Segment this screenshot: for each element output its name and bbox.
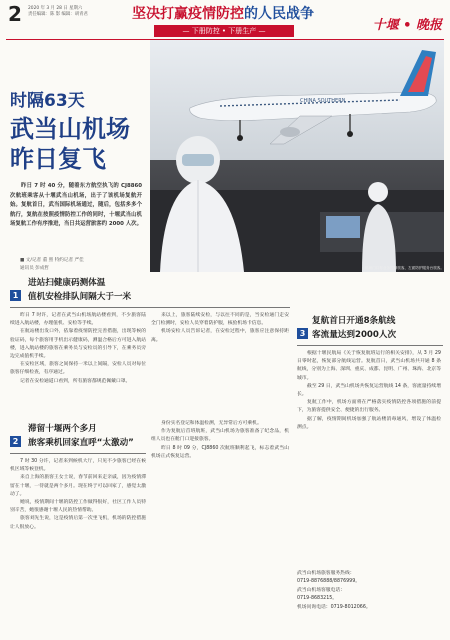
- section-3-title-line-1: 复航首日开通8条航线: [312, 316, 396, 326]
- contact-line-3: 武当山机场客服电话：: [297, 587, 345, 593]
- section-1-title-line-2: 值机安检排队间隔大于一米: [28, 292, 132, 302]
- section-3-para-4: 据了解，疫情期间机场加强了航站楼消毒通风，增设了体温检测点。: [297, 416, 441, 430]
- section-2-title-line-2: 旅客乘机回家直呼“太激动”: [28, 438, 134, 448]
- banner-part-3: 的人民战争: [244, 6, 314, 22]
- byline: ■ 文/记者 董 照 特约记者 严佳 通讯员 彭成哲: [20, 258, 84, 271]
- section-1-column-right: [151, 312, 289, 414]
- photo-caption: 机场门口有业务控制旅客，左面防护服务台旅客。: [364, 266, 444, 270]
- contact-line-4: 0719-8683215。: [297, 596, 338, 602]
- section-3-column: [297, 350, 441, 566]
- contact-line-5: 机场问询电话：0719-8012066。: [297, 604, 371, 610]
- section-3-para-1: 根据十堰民航局《关于恢复航班运行的相关安排》，从 3 月 29 日零时起，恢复部分航线运营。复航首日，武当山机场共开通 8 条航线，分别为上海、深圳、重庆、成都、昆明、广州、珠海、北京等城市。: [297, 351, 441, 381]
- section-1-title-line-1: 进站扫健康码测体温: [28, 278, 106, 288]
- section-2-title: [28, 422, 168, 450]
- section-3-para-2: 截至 29 日，武当山机场共恢复运营航线 14 条，客流量持续增长。: [297, 383, 441, 398]
- plane-livery-text: CHINA SOUTHERN: [300, 98, 346, 104]
- section-2-column-right: [151, 420, 289, 630]
- masthead: [0, 0, 450, 40]
- lead-paragraph: 昨日 7 时 40 分，随着东方航空执飞的 CJ8860 次航班乘客从十堰武当山机场，出于了该机场复航开始。复航首日，武当国际机场通过，随后，包括多多个航行，复航在按照疫情防控工作的同时，十堰武当山机场复航工作有序推进，当日共运营旅客约 2000 人次。: [10, 183, 142, 227]
- section-3-number: 3: [297, 328, 308, 339]
- section-1-para-3: 在安检区域，旅客之间保持一米以上间隔，安检人员对每位旅客仔细检查，有序通过。: [10, 362, 146, 376]
- section-2-para-4: 旅客刘先生说，这是疫情后第一次坐飞机，机场的防控措施让人很放心。: [10, 516, 146, 530]
- airport-photo: [150, 40, 444, 272]
- paper-name-logo: 十堰 • 晚报: [372, 18, 442, 33]
- section-2-title-line-1: 滞留十堰两个多月: [28, 424, 97, 434]
- section-1-column-left: [10, 312, 146, 414]
- section-1-para-5: 来以上，旅客陆续安检，与以往不同的是，当安检通门走安全门检测时，安检人员穿着防护服，核验机场卡信息。: [151, 313, 289, 327]
- contact-line-2: 0719-8876888/8876999。: [297, 579, 361, 585]
- section-1-para-2: 在航站楼出发口外，依靠着疫情防控完善措施，出现等候的验证码，每个旅客用手机出示健康码，测温合格后方可进入航站楼，进入航站楼的旅客在乘务员与安检员的引导下，在乘务员旁边完成值机手续。: [10, 329, 146, 360]
- banner-part-1: 坚决打赢: [132, 6, 188, 22]
- contact-info: [297, 570, 441, 612]
- section-3-para-3: 复航工作中，机场方面将在严格落实疫情防控各项措施的前提下，为旅客提供安全、便捷的出行服务。: [297, 400, 441, 414]
- banner-part-2: 疫情防控: [188, 6, 244, 22]
- airport-photo-illustration: [150, 40, 444, 272]
- section-2-para-6: 作为复航后首班航班，武当山机场为旅客准备了纪念品，机组人员也在舱门口迎接旅客。: [151, 429, 289, 443]
- section-1-rule: [10, 307, 290, 308]
- section-1-para-1: 昨日 7 时许，记者在武当山机场航站楼看到，不少旅客陆续进入航站楼，办理值机、安检等手续。: [10, 313, 146, 327]
- section-2-para-7: 昨日 8 时 09 分，CJ8860 次航班顺利起飞，标志着武当山机场正式恢复运营。: [151, 445, 289, 459]
- section-3-title: [312, 314, 444, 342]
- headline-line-1: 武当山机场: [10, 114, 130, 143]
- headline-kicker: 时隔63天: [10, 91, 85, 111]
- section-1-para-4: 记者在安检通道口看到，所有旅客都规范佩戴口罩。: [20, 378, 131, 384]
- section-1-number: 1: [10, 290, 21, 301]
- contact-line-1: 武当山机场旅客服务热线：: [297, 571, 355, 576]
- section-2-para-2: 来自上海的旅客王女士说，春节前回来走亲戚，因为疫情滞留在十堰，一待就是两个多月。现在终于可以回家了，感觉太激动了。: [10, 475, 146, 497]
- headline-main: [10, 114, 160, 174]
- section-2-column-left: [10, 458, 146, 630]
- masthead-date: 2020 年 3 月 28 日 星期六: [28, 6, 83, 11]
- section-2-number: 2: [10, 436, 21, 447]
- sub-banner: — 下册防控 • 下册生产 —: [154, 25, 294, 37]
- section-1-para-6: 机场安检人员告诉记者，在安检过程中，旅客应注意保持距离。: [151, 329, 289, 343]
- masthead-editors: 责任编辑：陈 影 编辑：胡青君: [28, 12, 88, 17]
- section-3-rule: [297, 345, 443, 346]
- section-2-para-3: 她说，疫情期间十堰的防控工作做得很好，社区工作人员特别辛苦，她很感谢十堰人民的热情帮助。: [10, 500, 146, 514]
- headline-line-2: 昨日复飞: [10, 144, 106, 173]
- section-2-para-5: 身份实名登记和体温检测，无异常后方可乘机。: [161, 421, 262, 426]
- section-3-title-line-2: 客流量达到2000人次: [312, 330, 397, 340]
- campaign-banner: [118, 3, 328, 25]
- masthead-meta: [28, 6, 114, 18]
- page-number: 2: [8, 2, 22, 26]
- section-2-rule: [10, 453, 146, 454]
- section-2-para-1: 7 时 30 分许，记者来到候机大厅，只见不少旅客已经在候机区域等候登机。: [10, 459, 146, 473]
- section-1-title: [28, 276, 288, 304]
